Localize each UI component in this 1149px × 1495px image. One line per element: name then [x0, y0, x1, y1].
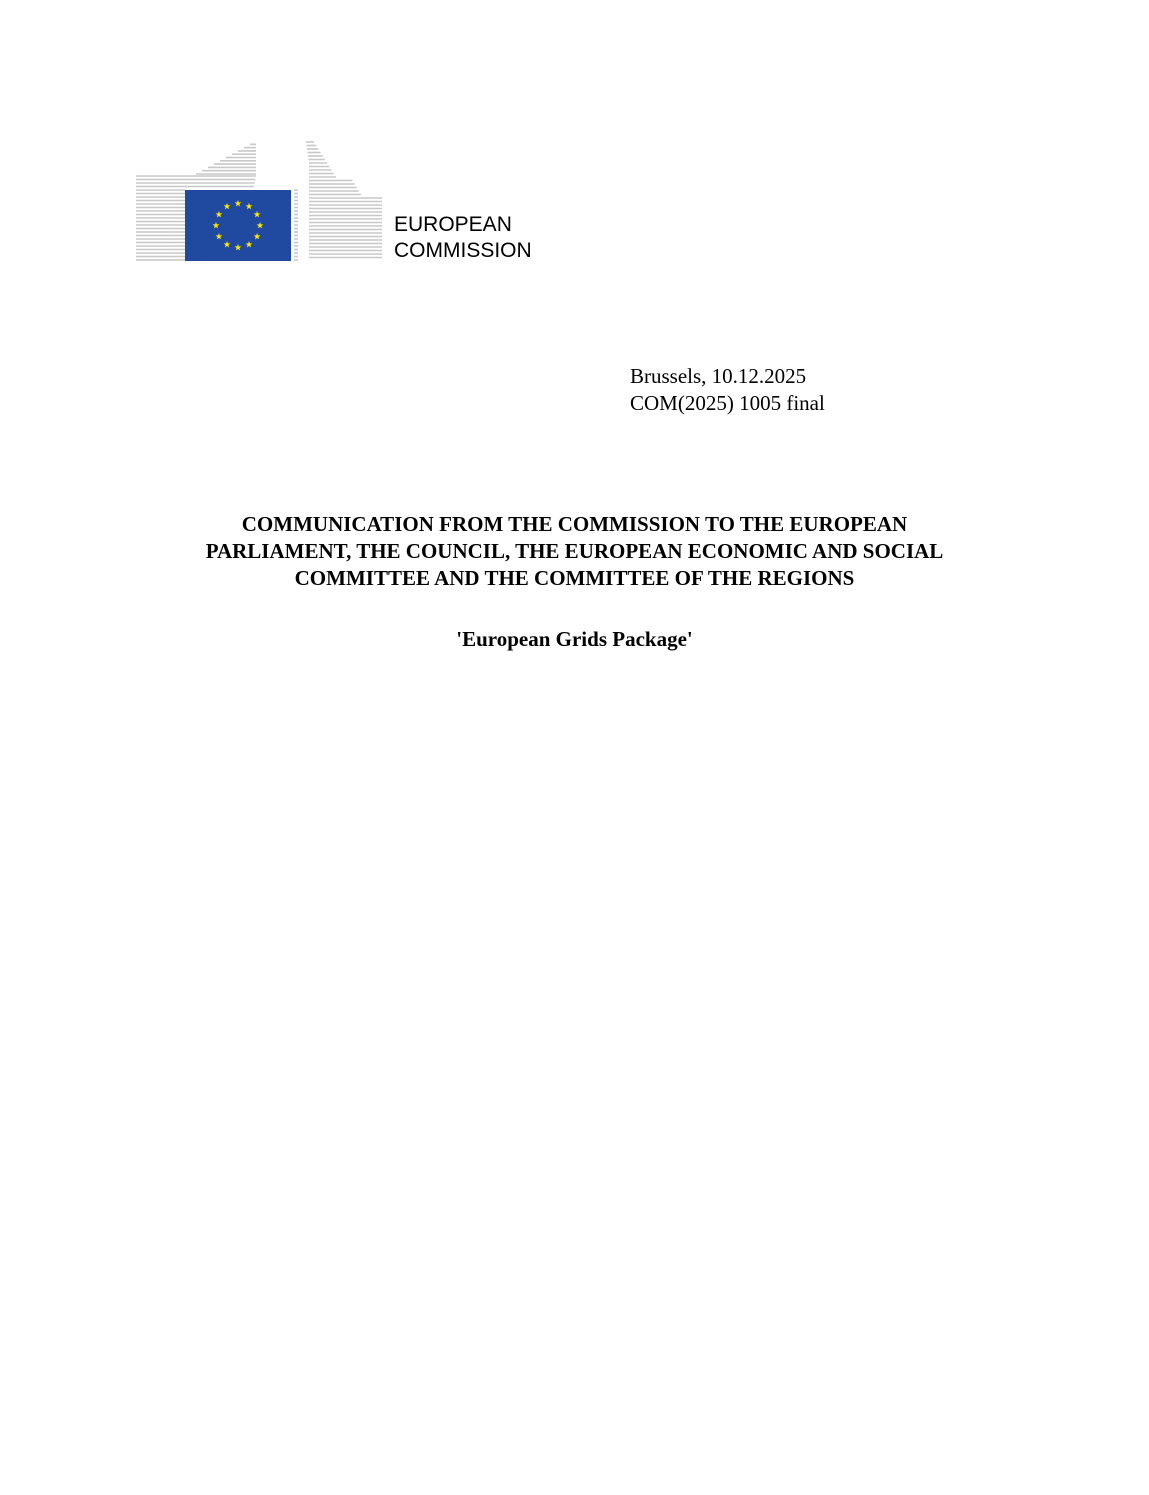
european-commission-logo-icon — [136, 138, 382, 264]
document-title-line: COMMUNICATION FROM THE COMMISSION TO THE EUROPEAN — [241, 512, 908, 536]
place-and-date: Brussels, 10.12.2025 — [630, 364, 807, 388]
organisation-name-line: COMMISSION — [394, 239, 532, 262]
organisation-name-line: EUROPEAN — [394, 213, 512, 236]
document-reference: COM(2025) 1005 final — [630, 391, 825, 415]
document-meta — [630, 363, 825, 417]
document-title-line: PARLIAMENT, THE COUNCIL, THE EUROPEAN ECONOMIC AND SOCIAL — [205, 539, 944, 563]
document-title-line: COMMITTEE AND THE COMMITTEE OF THE REGIONS — [294, 566, 855, 590]
document-title — [0, 511, 1149, 592]
document-subtitle: 'European Grids Package' — [456, 627, 693, 651]
organisation-name — [394, 212, 532, 264]
